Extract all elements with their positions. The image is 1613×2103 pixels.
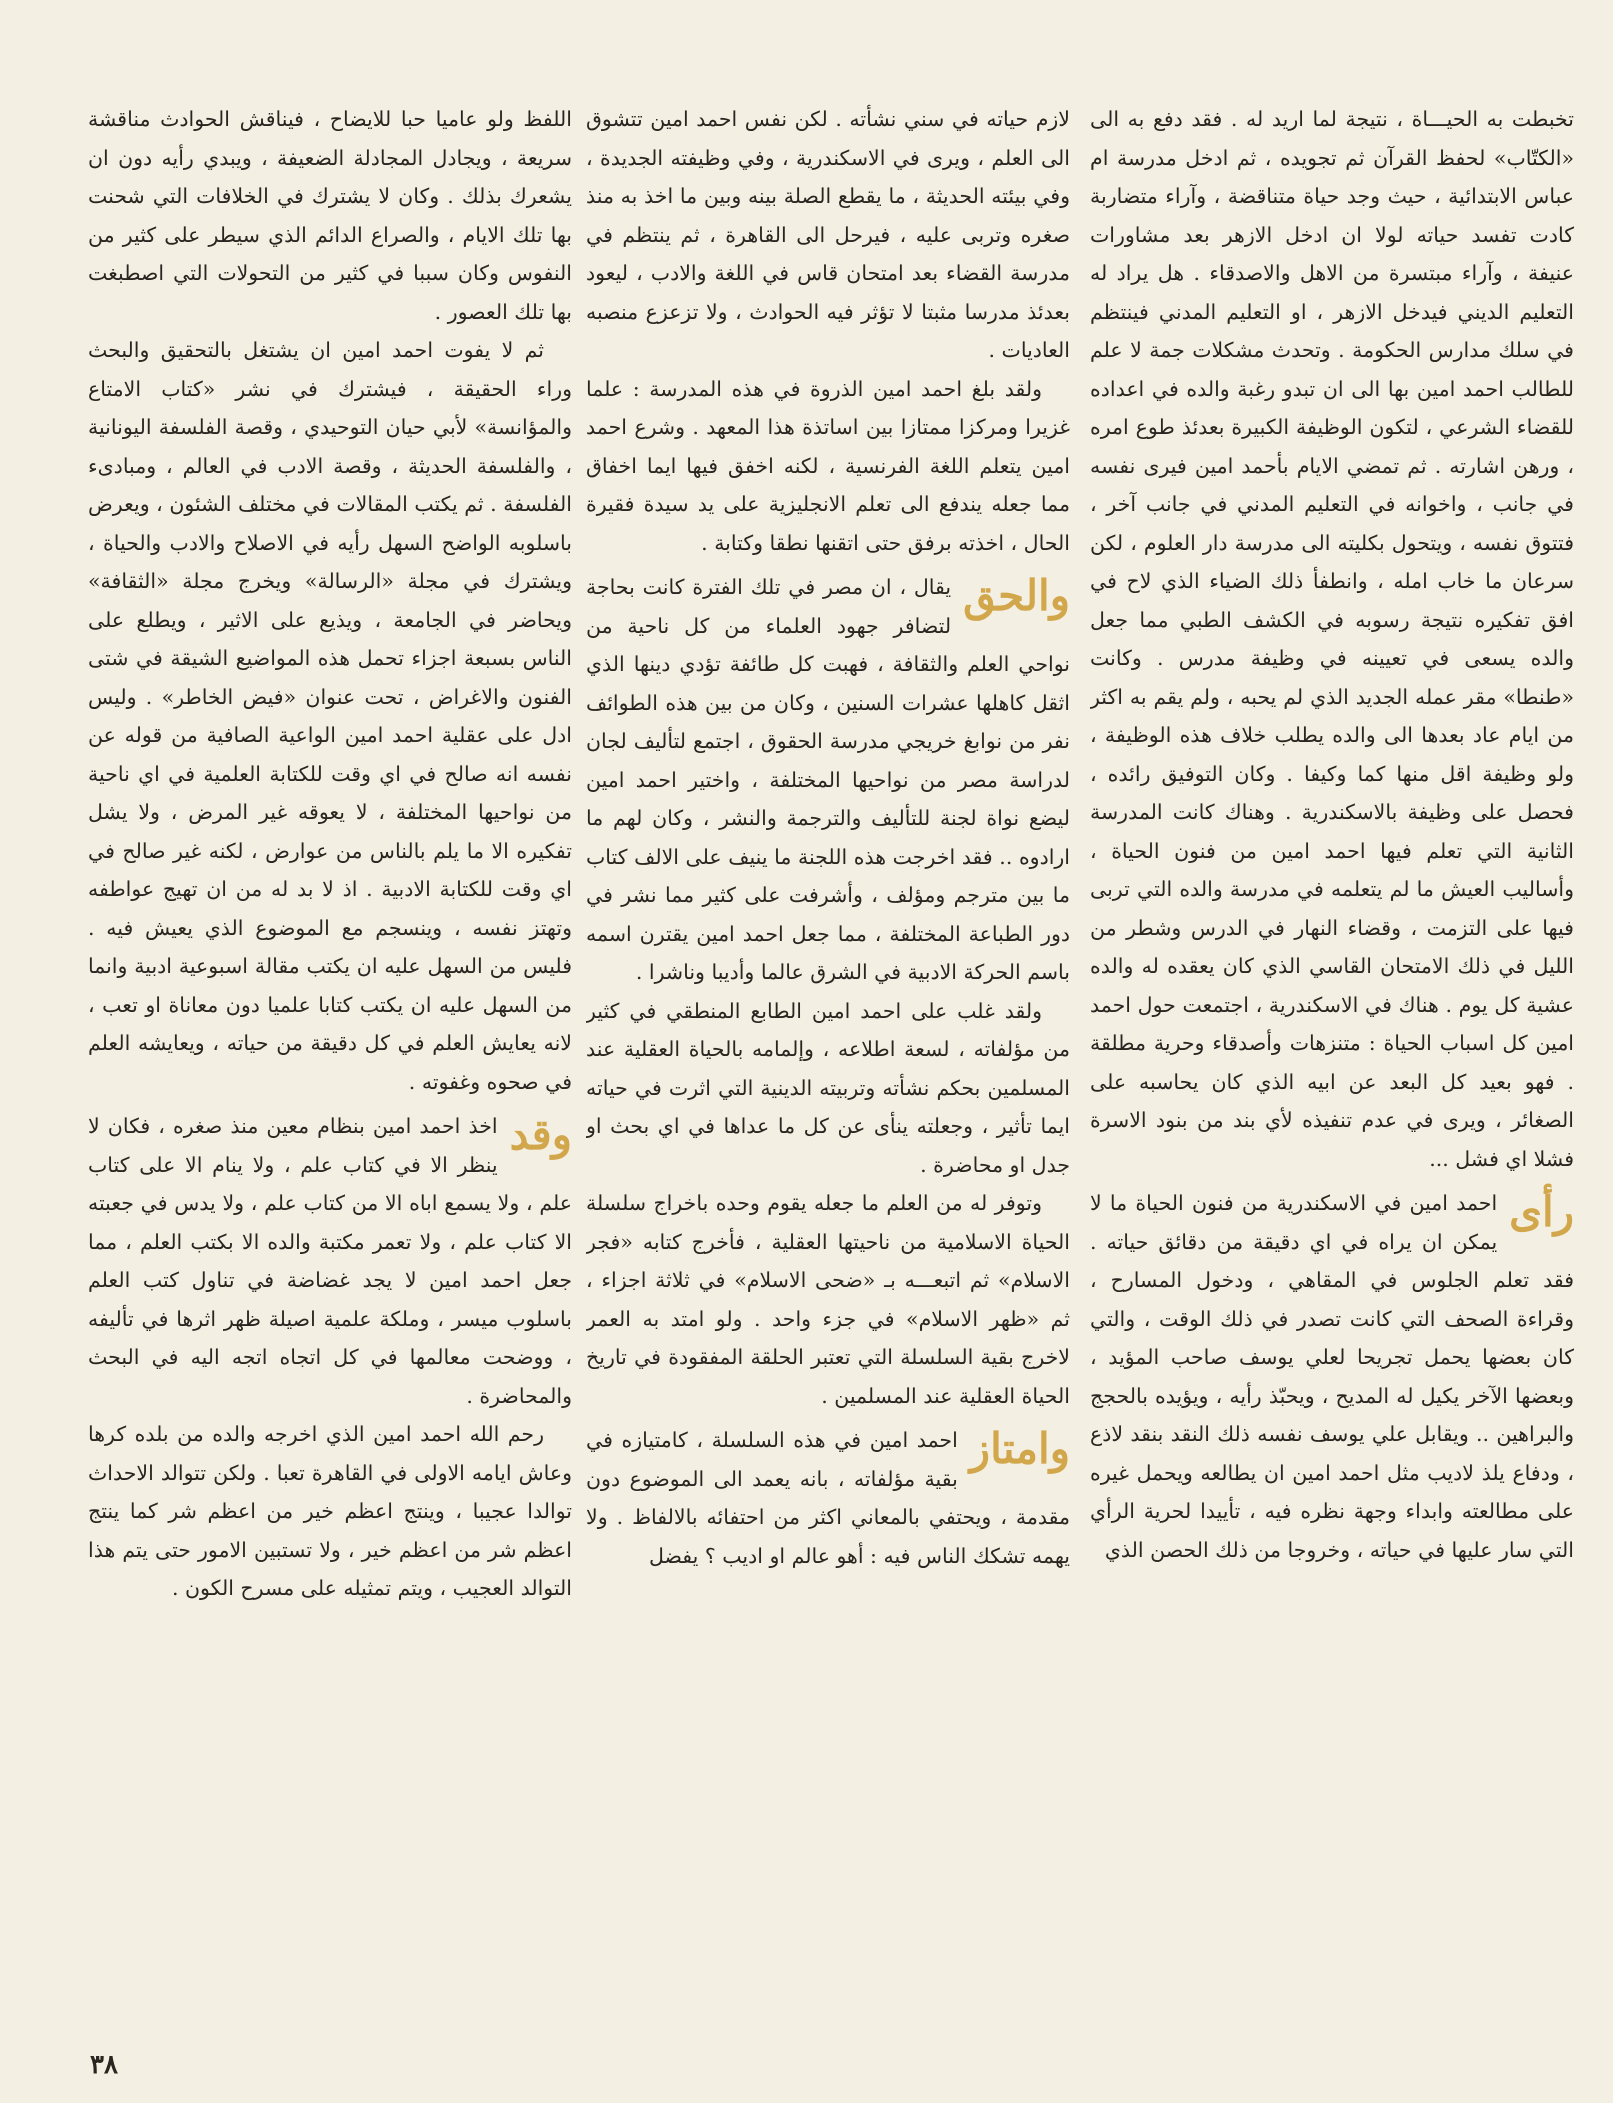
paragraph: اخذ احمد امين بنظام معين منذ صغره ، فكان لا ينظر الا في كتاب علم ، ولا ينام الا على كتاب علم ، ولا يسمع اباه الا من كتاب علم ، ولا يدس في جعبته الا كتاب علم ، ولا تعمر مكتبة والده الا بكتب العلم ، مما جعل احمد امين لا يجد غضاضة في تناول كتب العلم باسلوب ميسر ، وملكة علمية اصيلة ظهر اثرها في تأليفه ، ووضحت معالمها في كل اتجاه اتجه اليه في البحث والمحاضرة . (88, 1114, 572, 1408)
paragraph: ولقد بلغ احمد امين الذروة في هذه المدرسة : علما غزيرا ومركزا ممتازا بين اساتذة هذا المعهد . وشرع احمد امين يتعلم اللغة الفرنسية ، لكنه اخفق فيها ايما اخفاق مما جعله يندفع الى تعلم الانجليزية على يد سيدة فقيرة الحال ، اخذته برفق حتى اتقنها نطقا وكتابة . (586, 376, 1070, 555)
paragraph: ولقد غلب على احمد امين الطابع المنطقي في كثير من مؤلفاته ، لسعة اطلاعه ، وإلمامه بالحياة العقلية عند المسلمين بحكم نشأته وتربيته الدينية التي اثرت في حياته ايما تأثير ، وجعلته ينأى عن كل ما عداها في اي بحث او جدل او محاضرة . (586, 998, 1070, 1177)
paragraph: رحم الله احمد امين الذي اخرجه والده من بلده كرها وعاش ايامه الاولى في القاهرة تعبا . ولكن تتوالد الاحداث توالدا عجيبا ، وينتج اعظم خير من اعظم شر كما ينتج اعظم شر من اعظم خير ، ولا تستبين الامور حتى يتم هذا التوالد العجيب ، ويتم تمثيله على مسرح الكون . (88, 1422, 572, 1600)
drop-keyword: وقد (509, 1110, 572, 1159)
drop-keyword: وامتاز (969, 1424, 1070, 1473)
text-column-right (1090, 100, 1574, 2035)
paragraph: يقال ، ان مصر في تلك الفترة كانت بحاجة لتضافر جهود العلماء من كل ناحية من نواحي العلم والثقافة ، فهبت كل طائفة تؤدي دينها الذي اثقل كاهلها عشرات السنين ، وكان من بين هذه الطوائف نفر من نوابغ خريجي مدرسة الحقوق ، اجتمع لتأليف لجان لدراسة مصر من نواحيها المختلفة ، واختير احمد امين ليضع نواة لجنة للتأليف والترجمة والنشر ، وكان لهم ما ارادوه .. فقد اخرجت هذه اللجنة ما ينيف على الالف كتاب ما بين مترجم ومؤلف ، وأشرفت على كثير مما نشر في دور الطباعة المختلفة ، مما جعل احمد امين يقترن اسمه باسم الحركة الادبية في الشرق عالما وأديبا وناشرا . (586, 575, 1070, 984)
paragraph: احمد امين في الاسكندرية من فنون الحياة ما لا يمكن ان يراه في اي دقيقة من دقائق حياته . فقد تعلم الجلوس في المقاهي ، ودخول المسارح ، وقراءة الصحف التي كانت تصدر في ذلك الوقت ، والتي كان بعضها يحمل تجريحا لعلي يوسف صاحب المؤيد ، وبعضها الآخر يكيل له المديح ، ويحبّذ رأيه ، ويؤيده بالحجج والبراهين .. ويقابل علي يوسف نفسه ذلك النقد بنقد لاذع ، ودفاع يلذ لاديب مثل احمد امين ان يطالعه ويحمل غيره على مطالعته وابداء وجهة نظره فيه ، تأييدا لحرية الرأي التي سار عليها في حياته ، وخروجا من ذلك الحصن الذي (1090, 1191, 1574, 1562)
paragraph: احمد امين في هذه السلسلة ، كامتيازه في بقية مؤلفاته ، بانه يعمد الى الموضوع دون مقدمة ، ويحتفي بالمعاني اكثر من احتفائه بالالفاظ . ولا يهمه تشكك الناس فيه : أهو عالم او اديب ؟ يفضل (586, 1428, 1070, 1568)
paragraph: لازم حياته في سني نشأته . لكن نفس احمد امين تتشوق الى العلم ، ويرى في الاسكندرية ، وفي وظيفته الجديدة ، وفي بيئته الحديثة ، ما يقطع الصلة بينه وبين ما اخذ به منذ صغره وتربى عليه ، فيرحل الى القاهرة ، ثم ينتظم في مدرسة القضاء بعد امتحان قاس في اللغة والادب ، ليعود بعدئذ مدرسا مثبتا لا تؤثر فيه الحوادث ، ولا تزعزع منصبه العاديات . (586, 107, 1070, 362)
drop-keyword: رأى (1509, 1187, 1574, 1236)
paragraph: تخبطت به الحيـــاة ، نتيجة لما اريد له . فقد دفع به الى «الكتّاب» لحفظ القرآن ثم تجويده ، ثم ادخل مدرسة ام عباس الابتدائية ، حيث وجد حياة متناقضة ، وآراء متضاربة كادت تفسد حياته لولا ان ادخل الازهر بعد مشاورات عنيفة ، وآراء مبتسرة من الاهل والاصدقاء . هل يراد له التعليم الديني فيدخل الازهر ، او التعليم المدني فينتظم في سلك مدارس الحكومة . وتحدث مشكلات جمة لا علم للطالب احمد امين بها الى ان تبدو رغبة والده في اعداده للقضاء الشرعي ، لتكون الوظيفة الكبيرة بعدئذ طوع امره ، ورهن اشارته . ثم تمضي الايام بأحمد امين فيرى نفسه في جانب ، واخوانه في التعليم المدني في جانب آخر ، فتتوق نفسه ، ويتحول بكليته الى مدرسة دار العلوم ، لكن سرعان ما خاب امله ، وانطفأ ذلك الضياء الذي لاح في افق تفكيره نتيجة رسوبه في الكشف الطبي مما جعل والده يسعى في تعيينه في وظيفة مدرس . وكانت «طنطا» مقر عمله الجديد الذي لم يحبه ، ولم يقم به اكثر من ايام عاد بعدها الى والده يطلب خلاف هذه الوظيفة ، ولو وظيفة اقل منها كما وكيفا . وكان التوفيق رائده ، فحصل على وظيفة بالاسكندرية . وهناك كانت المدرسة الثانية التي تعلم فيها احمد امين من فنون الحياة ، وأساليب العيش ما لم يتعلمه في مدرسة والده التي تربى فيها على التزمت ، وقضاء النهار في الدرس وشطر من الليل في ذلك الامتحان القاسي الذي كان يعقده له والده عشية كل يوم . هناك في الاسكندرية ، اجتمعت حول احمد امين كل اسباب الحياة : متنزهات وأصدقاء وحرية مطلقة . فهو بعيد كل البعد عن ابيه الذي كان يحاسبه على الصغائر ، ويرى في عدم تنفيذه لأي بند من بنود الاسرة فشلا اي فشل ... (1090, 107, 1574, 1171)
paragraph: ثم لا يفوت احمد امين ان يشتغل بالتحقيق والبحث وراء الحقيقة ، فيشترك في نشر «كتاب الامتاع والمؤانسة» لأبي حيان التوحيدي ، وقصة الفلسفة اليونانية ، والفلسفة الحديثة ، وقصة الادب في العالم ، ومبادىء الفلسفة . ثم يكتب المقالات في مختلف الشئون ، ويعرض باسلوبه الواضح السهل رأيه في الاصلاح والادب والحياة ، ويشترك في مجلة «الرسالة» ويخرج مجلة «الثقافة» ويحاضر في الجامعة ، ويذيع على الاثير ، ويطلع على الناس بسبعة اجزاء تحمل هذه المواضيع الشيقة في شتى الفنون والاغراض ، تحت عنوان «فيض الخاطر» . وليس ادل على عقلية احمد امين الواعية الصافية من قوله عن نفسه انه صالح في اي وقت للكتابة العلمية في اي ناحية من نواحيها المختلفة ، لا يعوقه غير المرض ، ولا يشل تفكيره الا ما يلم بالناس من عوارض ، لكنه غير صالح في اي وقت للكتابة الادبية . اذ لا بد له من ان تهيج عواطفه وتهتز نفسه ، وينسجم مع الموضوع الذي يعيش فيه . فليس من السهل عليه ان يكتب مقالة اسبوعية ادبية وانما من السهل عليه ان يكتب كتابا علميا دون معاناة او تعب ، لانه يعايش العلم في كل دقيقة من حياته ، ويعايشه العلم في صحوه وغفوته . (88, 338, 572, 1094)
drop-keyword: والحق (963, 571, 1070, 620)
text-column-left (88, 100, 572, 2035)
paragraph: وتوفر له من العلم ما جعله يقوم وحده باخراج سلسلة الحياة الاسلامية من ناحيتها العقلية ، فأخرج كتابه «فجر الاسلام» ثم اتبعـــه بـ «ضحى الاسلام» في ثلاثة اجزاء ، ثم «ظهر الاسلام» في جزء واحد . ولو امتد به العمر لاخرج بقية السلسلة التي تعتبر الحلقة المفقودة في تاريخ الحياة العقلية عند المسلمين . (586, 1191, 1070, 1408)
page-number: ٣٨ (90, 2050, 118, 2080)
paragraph: اللفظ ولو عاميا حبا للايضاح ، فيناقش الحوادث مناقشة سريعة ، ويجادل المجادلة الضعيفة ، ويبدي رأيه دون ان يشعرك بذلك . وكان لا يشترك في الخلافات التي شحنت بها تلك الايام ، والصراع الدائم الذي سيطر على كثير من النفوس وكان سببا في كثير من التحولات التي اصطبغت بها تلك العصور . (88, 107, 572, 324)
text-column-middle (586, 100, 1070, 2035)
